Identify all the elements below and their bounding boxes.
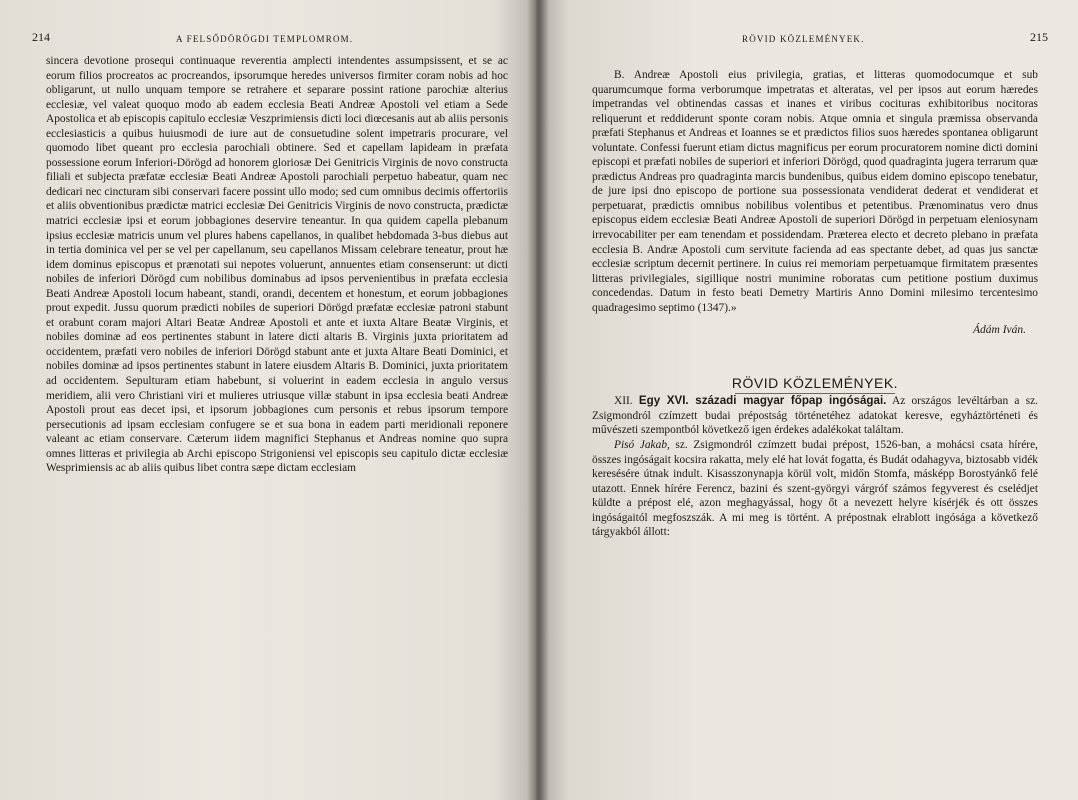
book-gutter <box>527 0 549 800</box>
left-page <box>0 0 536 800</box>
left-page-number: 214 <box>32 30 50 44</box>
right-running-title: RÖVID KÖZLEMÉNYEK. <box>742 34 865 44</box>
right-page <box>536 0 1078 800</box>
right-paragraph: B. Andreæ Apostoli eius privilegia, gratias, et litteras quomodocumque et sub quarumcumque forma verborumque impetratas et alteratas, vel per ipsos aut eorum hæredes impetrandas vel obtinendas cassas et inanes et viribus cocituras exhibitoribus nocitoras reliquerunt et reddiderunt sponte coram nobis. Atque omnia et singula præmissa observanda præfati Stephanus et Andreas et Ioannes se et prædictos filios suos hæredes spontanea obligarunt voluntate. Confessi fuerunt etiam dictus magnificus per eorum procuratorem nomine dicti domini episcopi et præfati nobiles de superiori et inferiori Dörögd, quod quadraginta jugera terrarum quæ prædictus Andreas pro quadraginta marcis bundenibus, quibus eidem domino episcopo tenebatur, de jure ipsi dno episcopo de portione sua possessionata vendiderat dederat et vendiderat et perpetuarat, prædictis omnibus nobilibus volentibus et petentibus. Prænominatus vero dnus episcopus eidem ecclesiæ Beati Andreæ Apostoli de superiori Dörögd in perpetuam eleniosynam irrevocabiliter per eam tenendam et possidendam. Præterea electo et decreto plebano in præfata ecclesia B. Andræ Apostoli cum servitute facienda ad eas spectante debet, ad quas jus sanctæ ecclesiæ scriptum decernit pertinere. In cuius rei memoriam perpetuamque firmitatem præsentes litteras privilegiales, sigillique nostri munimine roboratas cum petitione postium duximus concedendas. Datum in festo beati Demetry Martiris Anno Domini milesimo tercentesimo quadragesimo septimo (1347).» <box>592 69 1039 314</box>
left-running-title: A FELSŐDÖRÖGDI TEMPLOMROM. <box>176 34 354 44</box>
left-paragraph: sincera devotione prosequi continuaque reverentia amplecti intendentes assumpsissent, et se ac eorum filios procreatos ac procreandos, ipsorumque heredes universos firmiter coram nobis ad hoc obligarunt, ut nullo unquam tempore se retrahere et separare possint ratione parochiæ alterius ecclesiæ, vel valeat quoquo modo ab eadem ecclesia Beati Andreæ Apostoli vel etiam a Sede Apostolica et ab episcopis capitulo ecclesiæ Veszprimiensis dicti loci diœcesanis aut ab aliis personis ecclesiasticis a quibus huiusmodi de iure aut de consuetudine solent impetraris procurare, vel quomodo libet queant pro ecclesia parochiali obtinere. Sed et capellam lapideam in præfata possessione eorum Inferiori-Dörögd ad honorem gloriosæ Dei Genitricis Virginis de novo constructa filiali et subjecta præfatæ ecclesiæ Beati Andreæ Apostoli parochiali perpetuo habeatur, quam nec dedicari nec cincturam sibi conservari facere possint ullo modo; sed cum omnibus decimis offertoriis et aliis obventionibus prædictæ matrici ecclesiæ Dei Genitricis Virginis de novo constructa, prædictæ matrici ecclesiæ ipsi et eorum jobbagiones deservire teneantur. In qua quidem capella plebanum ipsius ecclesiæ matricis unum vel plures habens capellanos, in qualibet hebdomada 3-bus diebus aut in tertia dominica vel per se vel per capellanum, seu capellanos Missam celebrare teneatur, prout hæ idem dominus episcopus et prænotati sui nepotes voluerunt, annuentes etiam consenserunt: ut dicti nobiles de inferiori Dörögd cum nobilibus dominabus ad ipsos pervenientibus in præfata ecclesia Beati Andreæ Apostoli locum habeant, standi, orandi, decentem et honestum, et eorum jobbagiones prout expedit. Jussu quorum prædicti nobiles de superiori Dörögd præfatæ ecclesiæ patroni stabunt et orabunt coram majori Altari Beatæ Andreæ Apostoli et ante et iuxta Altare Beatæ Virginis, et nobiles dominæ ad eos pertinentes stabunt in latere dicti altaris B. Virginis juxta prioritatem ad occidentem, præfati vero nobiles de inferiori Dörögd stabunt ante et juxta Altare Beati Dominici, et nobiles dominæ ad ipsos pertinentes stabunt in latere eiusdem Altaris B. Dominici, juxta prioritatem ad occidentem. Sepulturam etiam habebunt, si voluerint in eadem ecclesia in angulo versus meridiem, alii vero Christiani viri et mulieres utriusque villæ stabunt in ipsa ecclesia beati Andreæ Apostoli prout eas decet ipsi, et ipsorum jobbagiones cum personis et rebus ipsorum tempore persecutionis ad ipsam ecclesiam confugere se et sua bona in eadem parti meridionali reponere valeant ac etiam conservare. Cæterum iidem magnifici Stephanus et Andreas nomine quo supra omnes litteras et privilegia ab Archi episcopo Strigoniensi vel episcopis seu capitulo dictæ ecclesiæ Wesprimiensis ac ab aliis quibus libet contra sæpe dictam ecclesiam <box>46 55 508 475</box>
article-intro <box>592 394 1038 438</box>
article-body-text: sz. Zsigmondról czímzett budai prépost, 1526-ban, a mohácsi csata hírére, összes ingóságait kocsira rakatta, mely elé hat lovát fogatta, és Budát odahagyva, biztosabb vidék keresésére útnak indult. Kisasszonynapja körül volt, midőn Stomfa, másképp Borostyánkő felé utazott. Ennek hírére Ferencz, bazini és szent-györgyi várgróf számos fegyverest és cselédjet küldte a prépost elé, azon meghagyással, hogy őt a nevezett helyre kísérjék és ott összes ingóságaitól megfoszszák. A mi meg is történt. A prépostnak elrablott ingósága a következő tárgyakból állott: <box>592 439 1038 539</box>
article-number: XII. <box>614 395 633 408</box>
article-title: Egy XVI. századi magyar főpap ingóságai. <box>638 394 887 408</box>
right-running-head <box>592 30 1048 52</box>
article-person-name: Pisó Jakab, <box>614 439 670 452</box>
right-body-text <box>592 68 1038 540</box>
right-page-number: 215 <box>1030 30 1048 44</box>
left-body-text <box>46 54 508 476</box>
author-signature: Ádám Iván. <box>972 324 1026 337</box>
left-running-head <box>32 30 508 52</box>
article-intro-text: Az országos levéltárban a sz. Zsigmondról czímzett budai prépostság történetéhez adatokat keresve, egyháztörténeti és művészeti szempontból következő igen érdekes adalékokat találtam. <box>592 395 1038 437</box>
section-title: RÖVID KÖZLEMÉNYEK. <box>731 374 899 391</box>
article-body <box>592 438 1038 540</box>
